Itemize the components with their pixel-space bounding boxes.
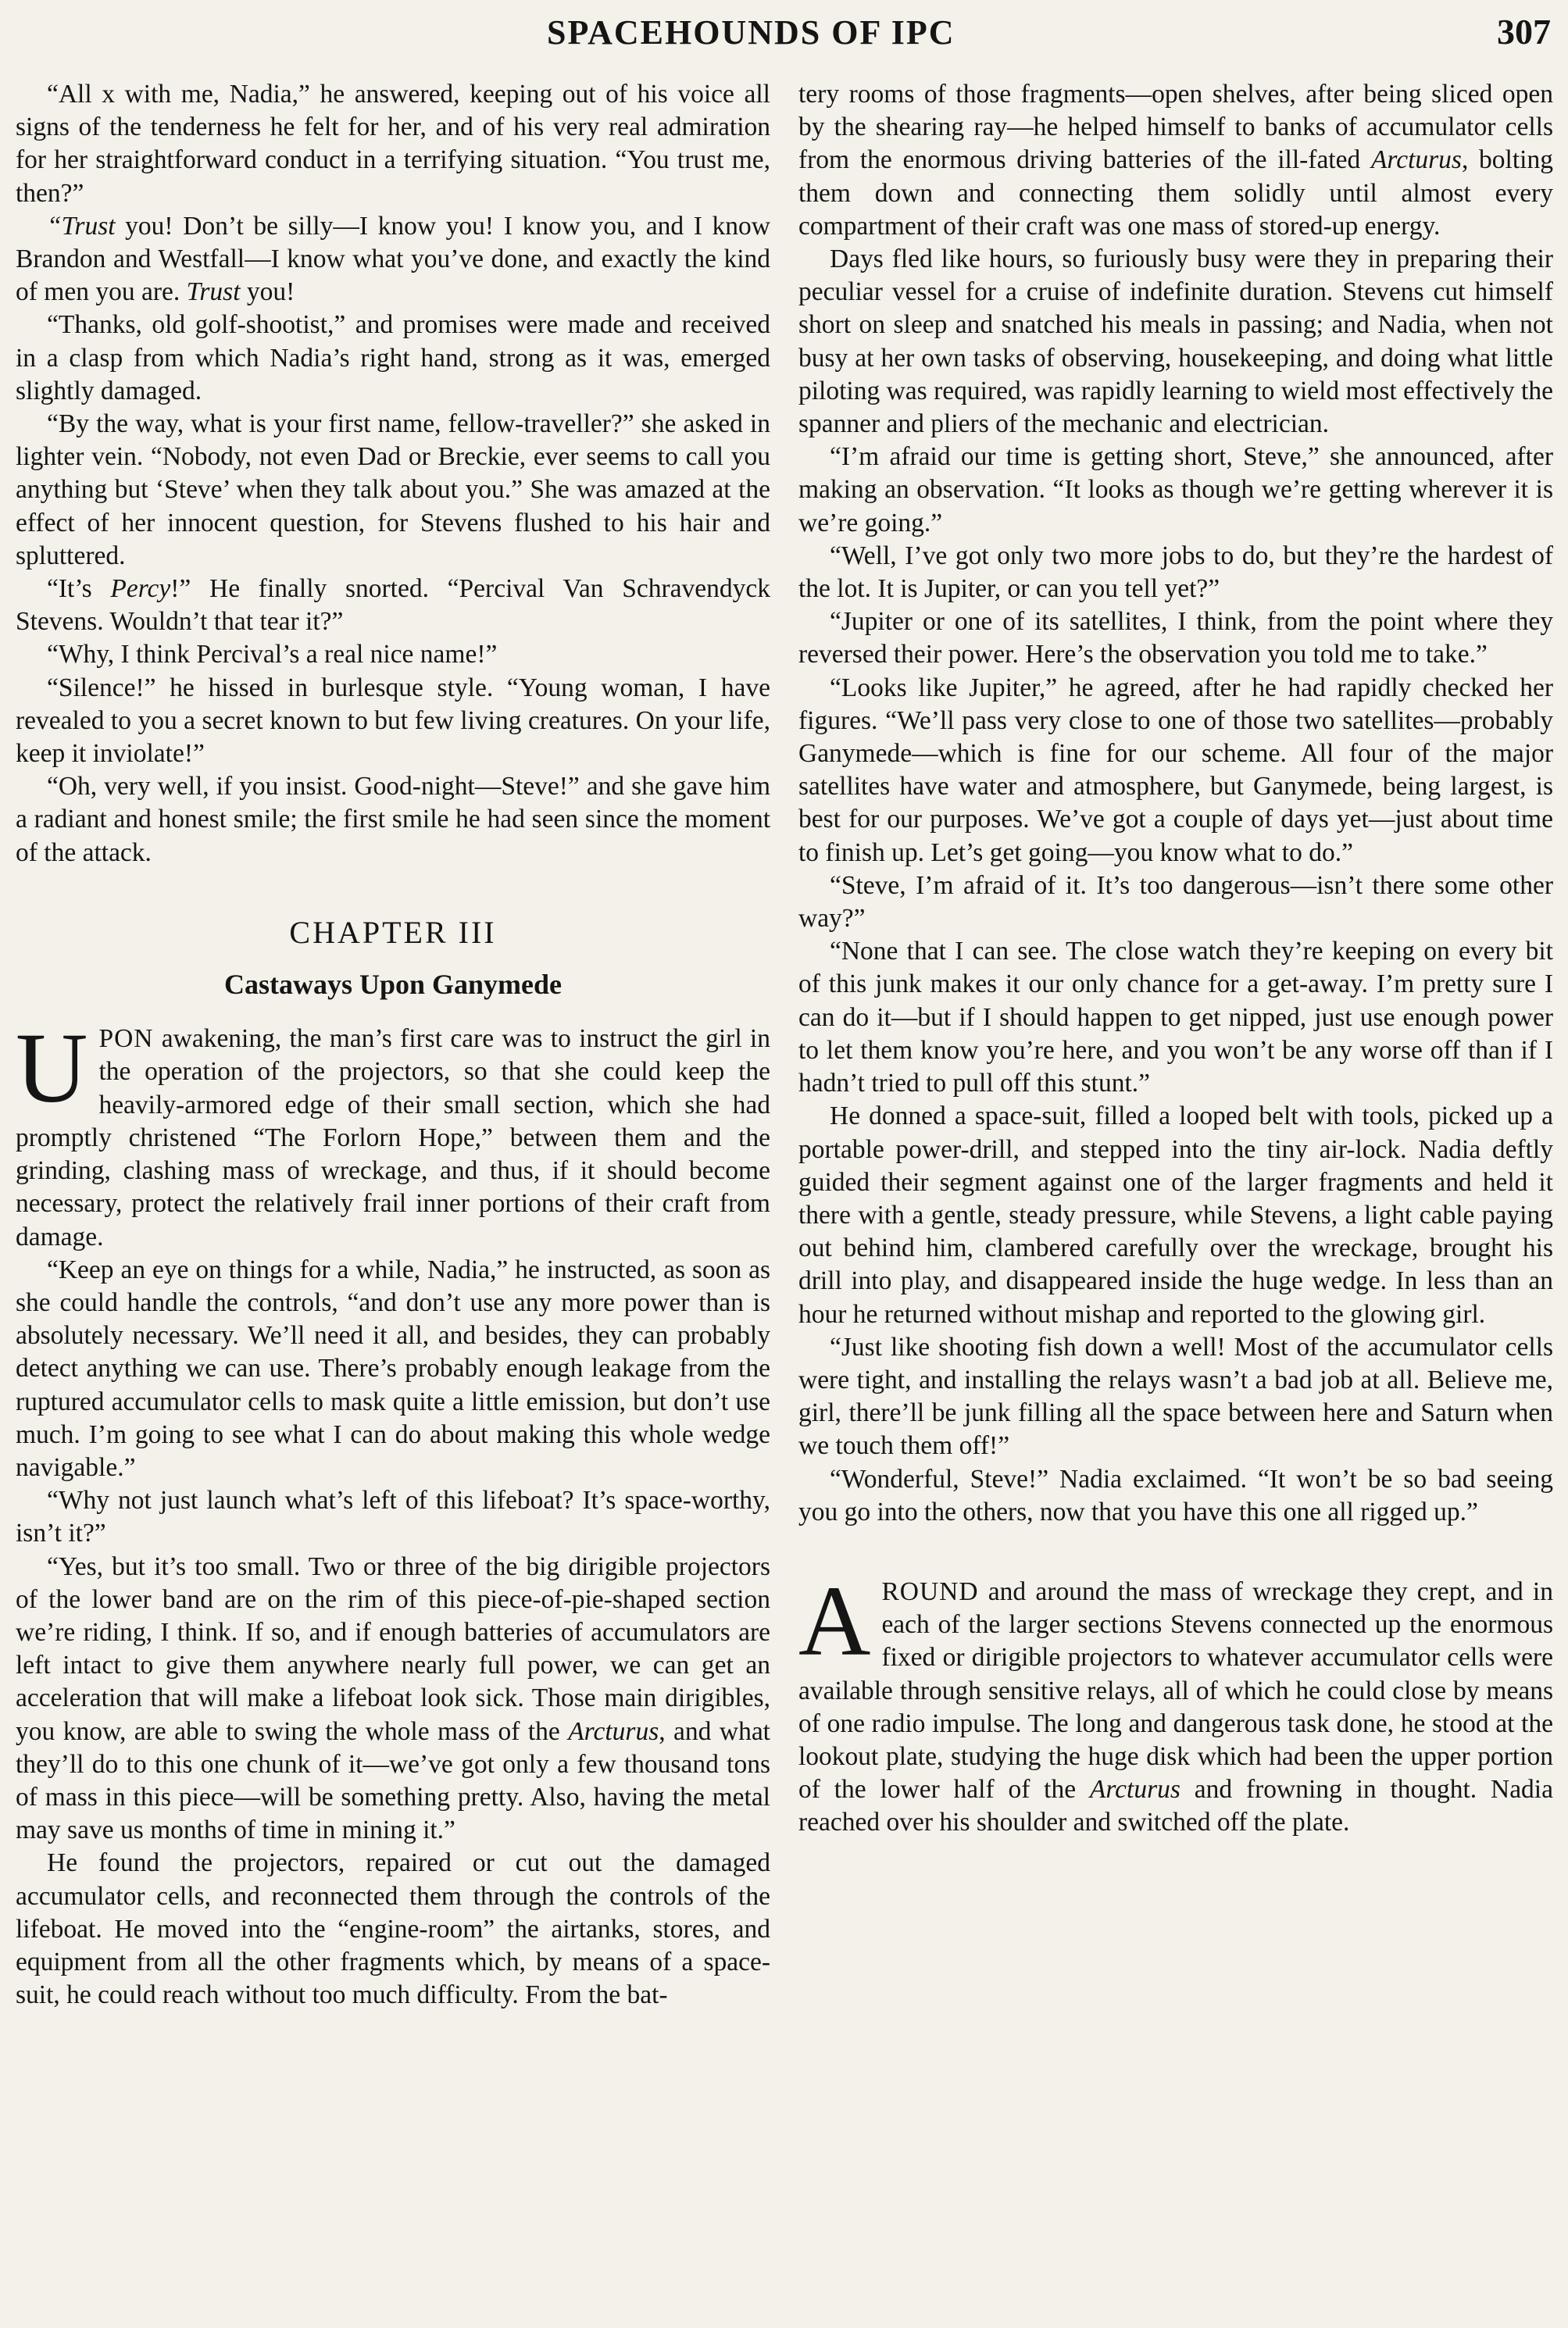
paragraph: He found the projectors, repaired or cut out the damaged accumulator cells, and reconnected them through the controls of the lifeboat. He moved into the “engine-room” the airtanks, stores, and equipment from all the other fragments which, by means of a space-suit, he could reach without too much difficulty. From the bat- bbox=[16, 1848, 770, 2010]
drop-cap: A bbox=[798, 1565, 871, 1676]
italic-text: Arcturus bbox=[568, 1716, 659, 1746]
paragraph: “Steve, I’m afraid of it. It’s too dangerous—isn’t there some other way?” bbox=[798, 870, 1553, 934]
drop-cap: U bbox=[16, 1012, 88, 1124]
paragraph: “Oh, very well, if you insist. Good-night—Steve!” and she gave him a radiant and honest smile; the first smile he had seen since the moment of the attack. bbox=[16, 772, 770, 867]
chapter-title: Castaways Upon Ganymede bbox=[223, 969, 563, 1001]
paragraph: UPON awakening, the man’s first care was to instruct the girl in the operation of the projectors, so that she could keep the heavily-armored edge of their small section, which she had promptly christened “The Forlorn Hope,” between them and the grinding, clashing mass of wreckage, and thus, if it should become necessary, protect the relatively frail inner portions of their craft from damage. bbox=[16, 1012, 770, 1251]
page-number: 307 bbox=[1497, 12, 1551, 52]
paragraph: “Jupiter or one of its satellites, I think, from the point where they reversed their power. Here’s the observation you told me to take.” bbox=[798, 607, 1553, 669]
italic-text: “Trust bbox=[47, 211, 116, 241]
paragraph: “Thanks, old golf-shootist,” and promises were made and received in a clasp from which Nadia’s right hand, strong as it was, emerged slightly damaged. bbox=[16, 310, 770, 405]
paragraph: He donned a space-suit, filled a looped belt with tools, picked up a portable power-drill, and stepped into the tiny air-lock. Nadia deftly guided their segment against one of the larger fragments and held it there with a gentle, steady pressure, while Stevens, a light cable paying out behind him, clambered carefully over the wreckage, brought his drill into play, and disappeared inside the huge wedge. In less than an hour he returned without mishap and reported to the glowing girl. bbox=[798, 1102, 1553, 1329]
italic-text: Arcturus bbox=[1089, 1775, 1180, 1805]
paragraph: AROUND and around the mass of wreckage they crept, and in each of the larger sections Stevens connected up the enormous fixed or dirigible projectors to whatever accumulator cells were available through sensitive relays, all of which he could close by means of one radio impulse. The long and dangerous task done, he stood at the lookout plate, studying the huge disk which had been the upper portion of the lower half of the Arcturus and frowning in thought. Nadia reached over his shoulder and switched off the plate. bbox=[798, 1565, 1553, 1837]
running-title: SPACEHOUNDS OF IPC bbox=[547, 13, 955, 52]
paragraph: tery rooms of those fragments—open shelves, after being sliced open by the shearing ray—he helped himself to banks of accumulator cells from the enormous driving batteries of the ill-fated Arcturus, bolting them down and connecting them solidly until almost every compartment of their craft was one mass of stored-up energy. bbox=[798, 80, 1553, 241]
italic-text: Trust bbox=[186, 277, 241, 307]
paragraph: “Just like shooting fish down a well! Most of the accumulator cells were tight, and installing the relays wasn’t a bad job at all. Believe me, girl, there’ll be junk filling all the space between here and Saturn when we touch them off!” bbox=[798, 1332, 1553, 1461]
running-header bbox=[0, 6, 1568, 61]
section-break bbox=[798, 1529, 1553, 1576]
paragraph: “All x with me, Nadia,” he answered, keeping out of his voice all signs of the tenderness he felt for her, and of his very real admiration for her straightforward conduct in a terrifying situation. “You trust me, then?” bbox=[16, 80, 770, 208]
italic-text: Percy bbox=[110, 574, 171, 604]
paragraph: “None that I can see. The close watch they’re keeping on every bit of this junk makes it our only chance for a get-away. I’m pretty sure I can do it—but if I should happen to get nipped, just use enough power to let them know you’re here, and you won’t be any worse off than if I hadn’t tried to pull off this stunt.” bbox=[798, 937, 1553, 1098]
chapter-heading: CHAPTER III bbox=[289, 914, 497, 950]
left-column bbox=[16, 78, 770, 2320]
paragraph: “By the way, what is your first name, fellow-traveller?” she asked in lighter vein. “Nobody, not even Dad or Breckie, ever seems to call you anything but ‘Steve’ when they talk about you.” She was amazed at the effect of her innocent question, for Stevens flushed to his hair and spluttered. bbox=[16, 409, 770, 570]
paragraph: “Silence!” he hissed in burlesque style. “Young woman, I have revealed to you a secret known to but few living creatures. On your life, keep it inviolate!” bbox=[16, 673, 770, 769]
paragraph: “Trust you! Don’t be silly—I know you! I know you, and I know Brandon and Westfall—I know what you’ve done, and exactly the kind of men you are. Trust you! bbox=[16, 211, 770, 307]
paragraph: Days fled like hours, so furiously busy were they in preparing their peculiar vessel for a cruise of indefinite duration. Stevens cut himself short on sleep and snatched his meals in passing; and Nadia, when not busy at her own tasks of observing, housekeeping, and doing what little piloting was required, was rapidly learning to wield most effectively the spanner and pliers of the mechanic and electrician. bbox=[798, 245, 1553, 439]
paragraph: “Keep an eye on things for a while, Nadia,” he instructed, as soon as she could handle the controls, “and don’t use any more power than is absolutely necessary. We’ll need it all, and besides, they can probably detect anything we can use. There’s probably enough leakage from the ruptured accumulator cells to mask quite a little emission, but don’t use much. I’m going to see what I can do about making this whole wedge navigable.” bbox=[16, 1255, 770, 1482]
right-column bbox=[798, 78, 1553, 2320]
paragraph: “Yes, but it’s too small. Two or three of the big dirigible projectors of the lower band are on the rim of this piece-of-pie-shaped section we’re riding, I think. If so, and if enough batteries of accumulators are left intact to give them anywhere nearly full power, we can get an acceleration that will make a lifeboat look sick. Those main dirigibles, you know, are able to swing the whole mass of the Arcturus, and what they’ll do to this one chunk of it—we’ve got only a few thousand tons of mass in this piece—will be something pretty. Also, having the metal may save us months of time in mining it.” bbox=[16, 1551, 770, 1845]
paragraph: “I’m afraid our time is getting short, Steve,” she announced, after making an observation. “It looks as though we’re getting wherever it is we’re going.” bbox=[798, 442, 1553, 537]
paragraph: “Wonderful, Steve!” Nadia exclaimed. “It won’t be so bad seeing you go into the others, now that you have this one all rigged up.” bbox=[798, 1464, 1553, 1526]
paragraph: “Looks like Jupiter,” he agreed, after he had rapidly checked her figures. “We’ll pass very close to one of those two satellites—probably Ganymede—which is fine for our scheme. All four of the major satellites have water and atmosphere, but Ganymede, being largest, is best for our purposes. We’ve got a couple of days yet—just about time to finish up. Let’s get going—you know what to do.” bbox=[798, 673, 1553, 867]
paragraph: “Well, I’ve got only two more jobs to do, but they’re the hardest of the lot. It is Jupiter, or can you tell yet?” bbox=[798, 541, 1553, 604]
paragraph: “Why not just launch what’s left of this lifeboat? It’s space-worthy, isn’t it?” bbox=[16, 1486, 770, 1548]
paragraph: “It’s Percy!” He finally snorted. “Percival Van Schravendyck Stevens. Wouldn’t that tear it?” bbox=[16, 574, 770, 637]
paragraph: “Why, I think Percival’s a real nice name!” bbox=[47, 640, 498, 669]
italic-text: Arcturus bbox=[1370, 145, 1462, 175]
